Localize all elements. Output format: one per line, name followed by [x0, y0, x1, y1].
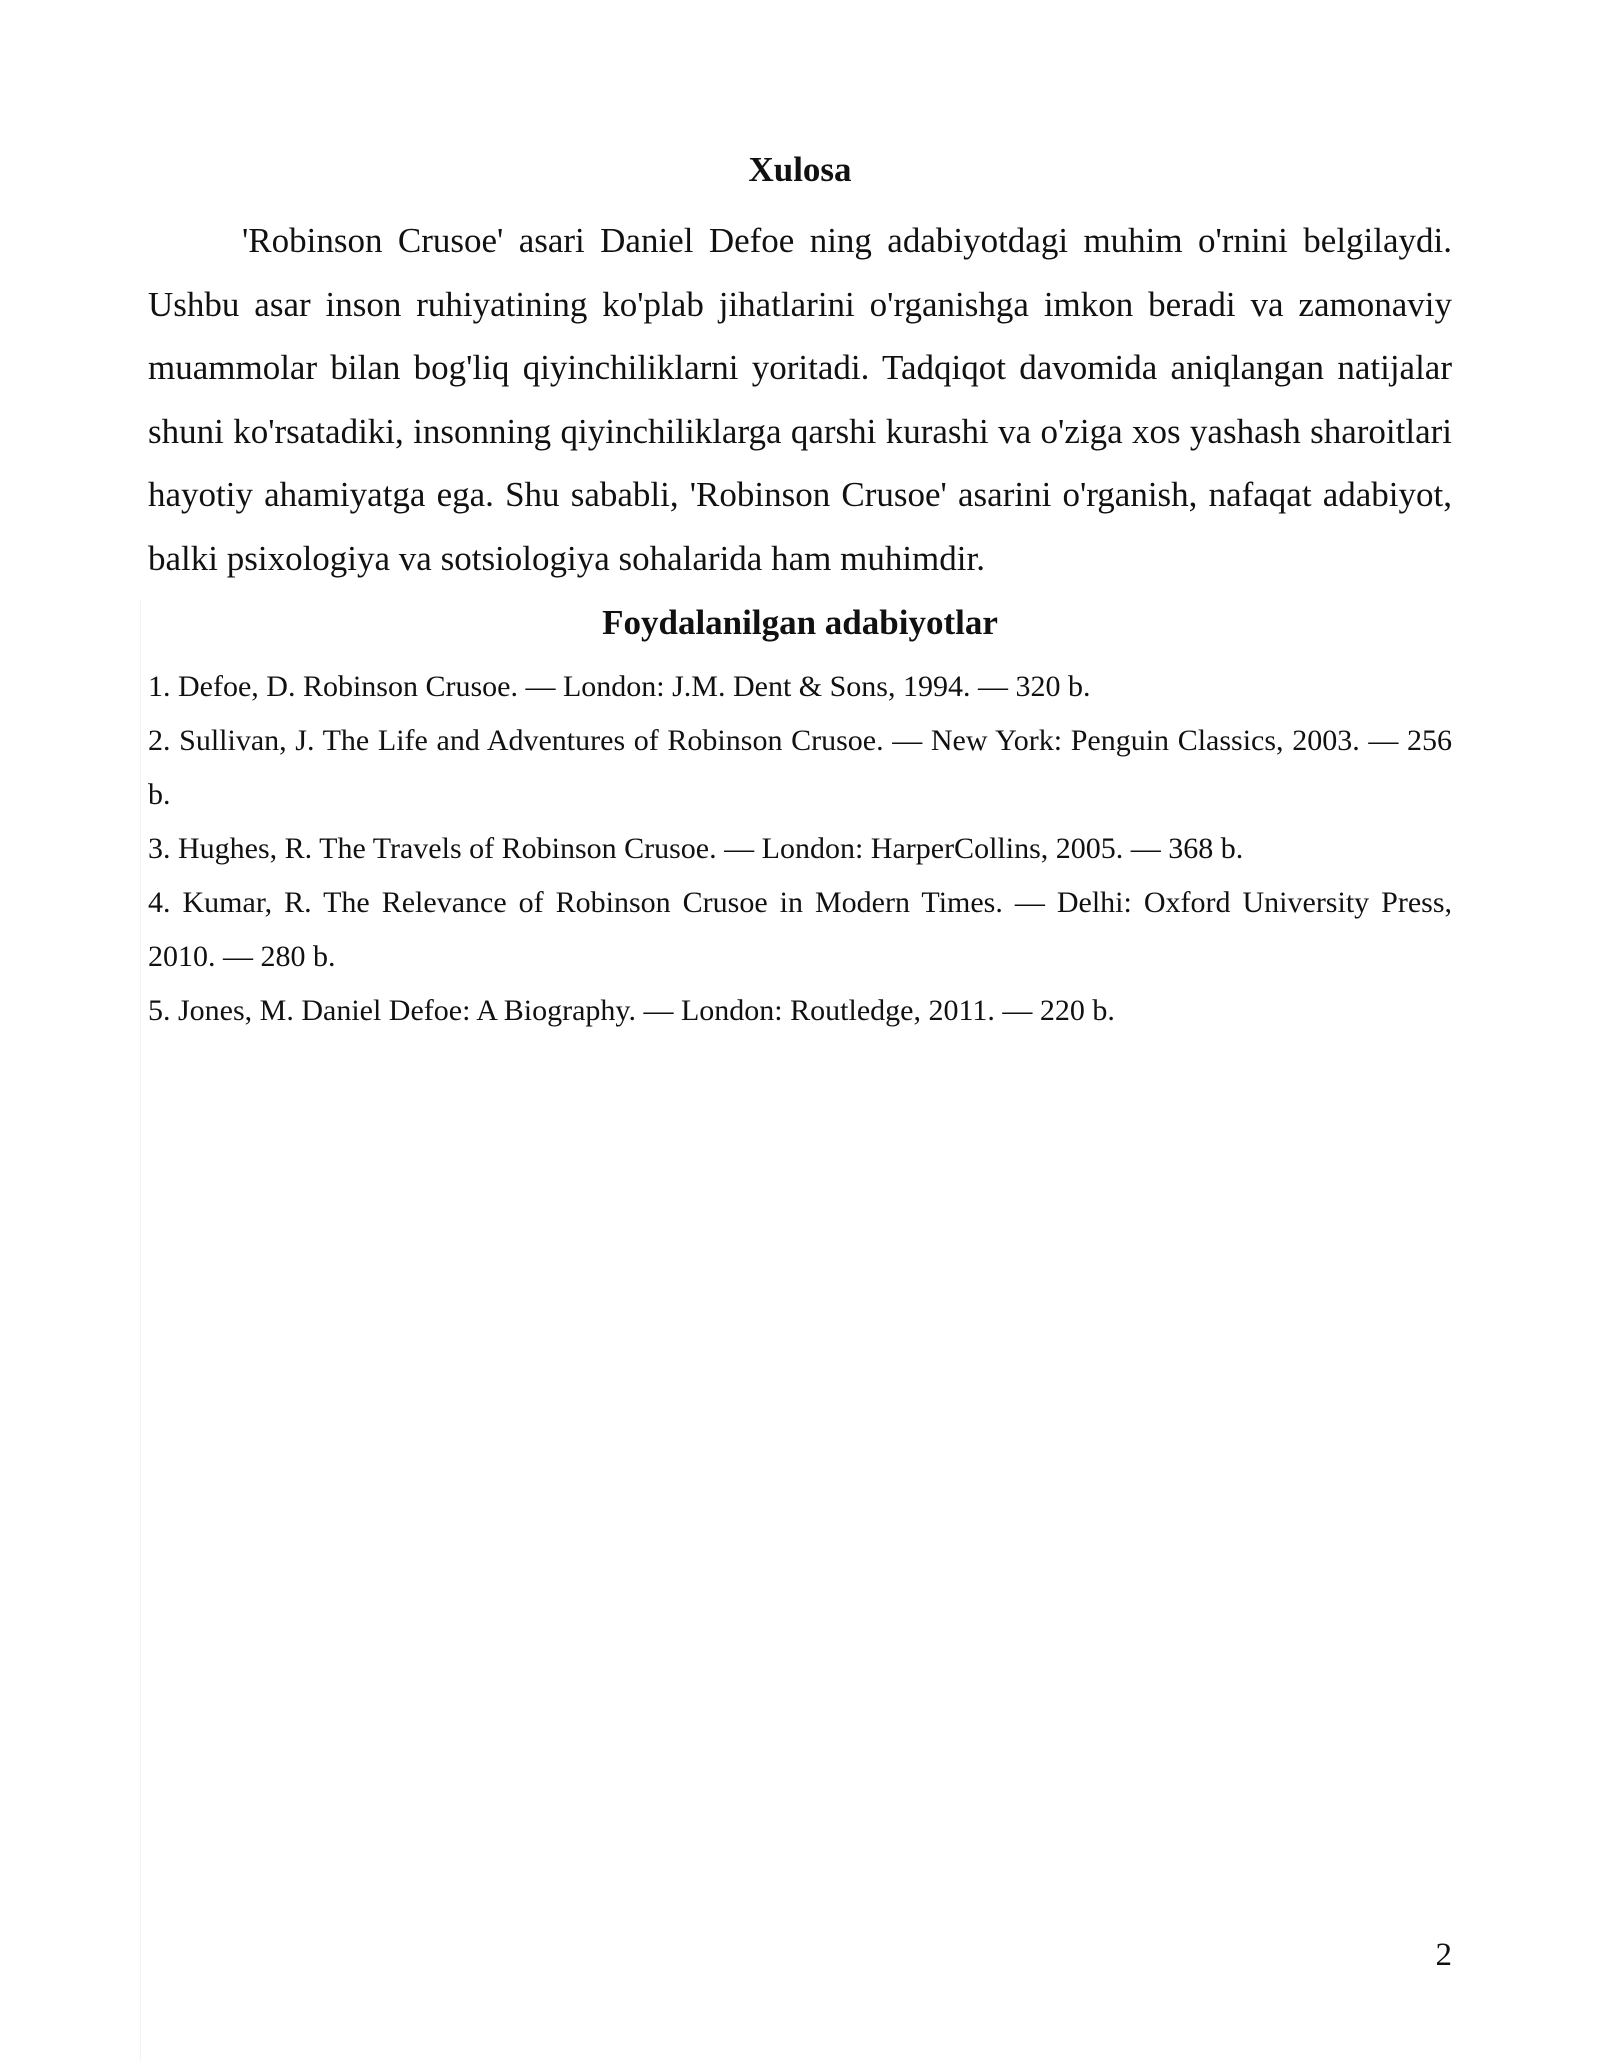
reference-item-3: 3. Hughes, R. The Travels of Robinson Crusoe. — London: HarperCollins, 2005. — 368 b. — [148, 832, 1244, 865]
references-heading: Foydalanilgan adabiyotlar — [602, 603, 998, 642]
conclusion-heading: Xulosa — [748, 150, 852, 189]
page-number: 2 — [1435, 1937, 1452, 1973]
reference-item-4: 4. Kumar, R. The Relevance of Robinson Crusoe in Modern Times. — Delhi: Oxford University Press, 2010. — 280 b. — [148, 886, 1452, 973]
reference-item-5: 5. Jones, M. Daniel Defoe: A Biography. — London: Routledge, 2011. — 220 b. — [148, 994, 1115, 1027]
margin-line — [140, 600, 141, 2060]
conclusion-paragraph: 'Robinson Crusoe' asari Daniel Defoe ning adabiyotdagi muhim o'rnini belgilaydi. Ushbu asar inson ruhiyatining ko'plab jihatlarini o'rganishga imkon beradi va zamonaviy muammolar bilan bog'liq qiyinchiliklarni yoritadi. Tadqiqot davomida aniqlangan natijalar shuni ko'rsatadiki, insonning qiyinchiliklarga qarshi kurashi va o'ziga xos yashash sharoitlari hayotiy ahamiyatga ega. Shu sababli, 'Robinson Crusoe' asarini o'rganish, nafaqat adabiyot, balki psixologiya va sotsiologiya sohalarida ham muhimdir. — [148, 221, 1452, 578]
reference-item-2: 2. Sullivan, J. The Life and Adventures of Robinson Crusoe. — New York: Penguin Classics, 2003. — 256 b. — [148, 724, 1452, 811]
references-list — [148, 660, 1452, 1038]
reference-item-1: 1. Defoe, D. Robinson Crusoe. — London: J.M. Dent & Sons, 1994. — 320 b. — [148, 670, 1091, 703]
page-content — [148, 145, 1452, 1038]
